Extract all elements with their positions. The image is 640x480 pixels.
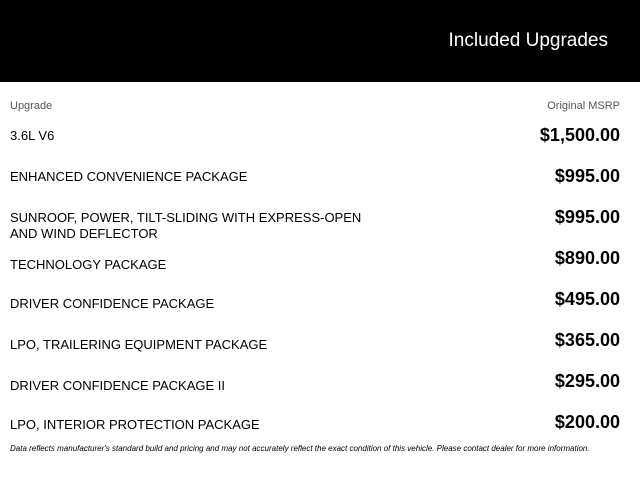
list-item <box>10 370 620 411</box>
upgrade-name: SUNROOF, POWER, TILT-SLIDING WITH EXPRESS-OPEN AND WIND DEFLECTOR <box>10 210 362 241</box>
upgrade-name: 3.6L V6 <box>10 128 55 143</box>
upgrade-price: $295.00 <box>554 371 620 391</box>
list-item <box>10 329 620 370</box>
header-bar <box>0 0 640 82</box>
upgrade-price: $995.00 <box>554 166 620 186</box>
upgrade-price: $1,500.00 <box>539 125 620 145</box>
list-item <box>10 124 620 165</box>
column-headers <box>10 100 620 114</box>
upgrade-name: LPO, TRAILERING EQUIPMENT PACKAGE <box>10 337 268 352</box>
upgrade-list <box>10 124 620 452</box>
list-item <box>10 206 620 247</box>
upgrade-price: $495.00 <box>554 289 620 309</box>
list-item <box>10 165 620 206</box>
upgrade-name: ENHANCED CONVENIENCE PACKAGE <box>10 169 248 184</box>
column-header-msrp: Original MSRP <box>547 100 620 112</box>
upgrade-price: $995.00 <box>554 207 620 227</box>
column-header-upgrade: Upgrade <box>10 100 53 112</box>
page-title: Included Upgrades <box>448 30 608 51</box>
upgrade-name: DRIVER CONFIDENCE PACKAGE II <box>10 378 226 393</box>
upgrade-name: TECHNOLOGY PACKAGE <box>10 257 167 272</box>
upgrade-name: LPO, INTERIOR PROTECTION PACKAGE <box>10 417 260 432</box>
list-item <box>10 247 620 288</box>
upgrade-price: $200.00 <box>554 412 620 432</box>
upgrade-price: $890.00 <box>554 248 620 268</box>
upgrade-price: $365.00 <box>554 330 620 350</box>
list-item <box>10 288 620 329</box>
disclaimer-text: Data reflects manufacturer's standard build and pricing and may not accurately reflect the exact condition of this vehicle. Please contact dealer for more information. <box>10 444 590 453</box>
upgrade-name: DRIVER CONFIDENCE PACKAGE <box>10 296 215 311</box>
